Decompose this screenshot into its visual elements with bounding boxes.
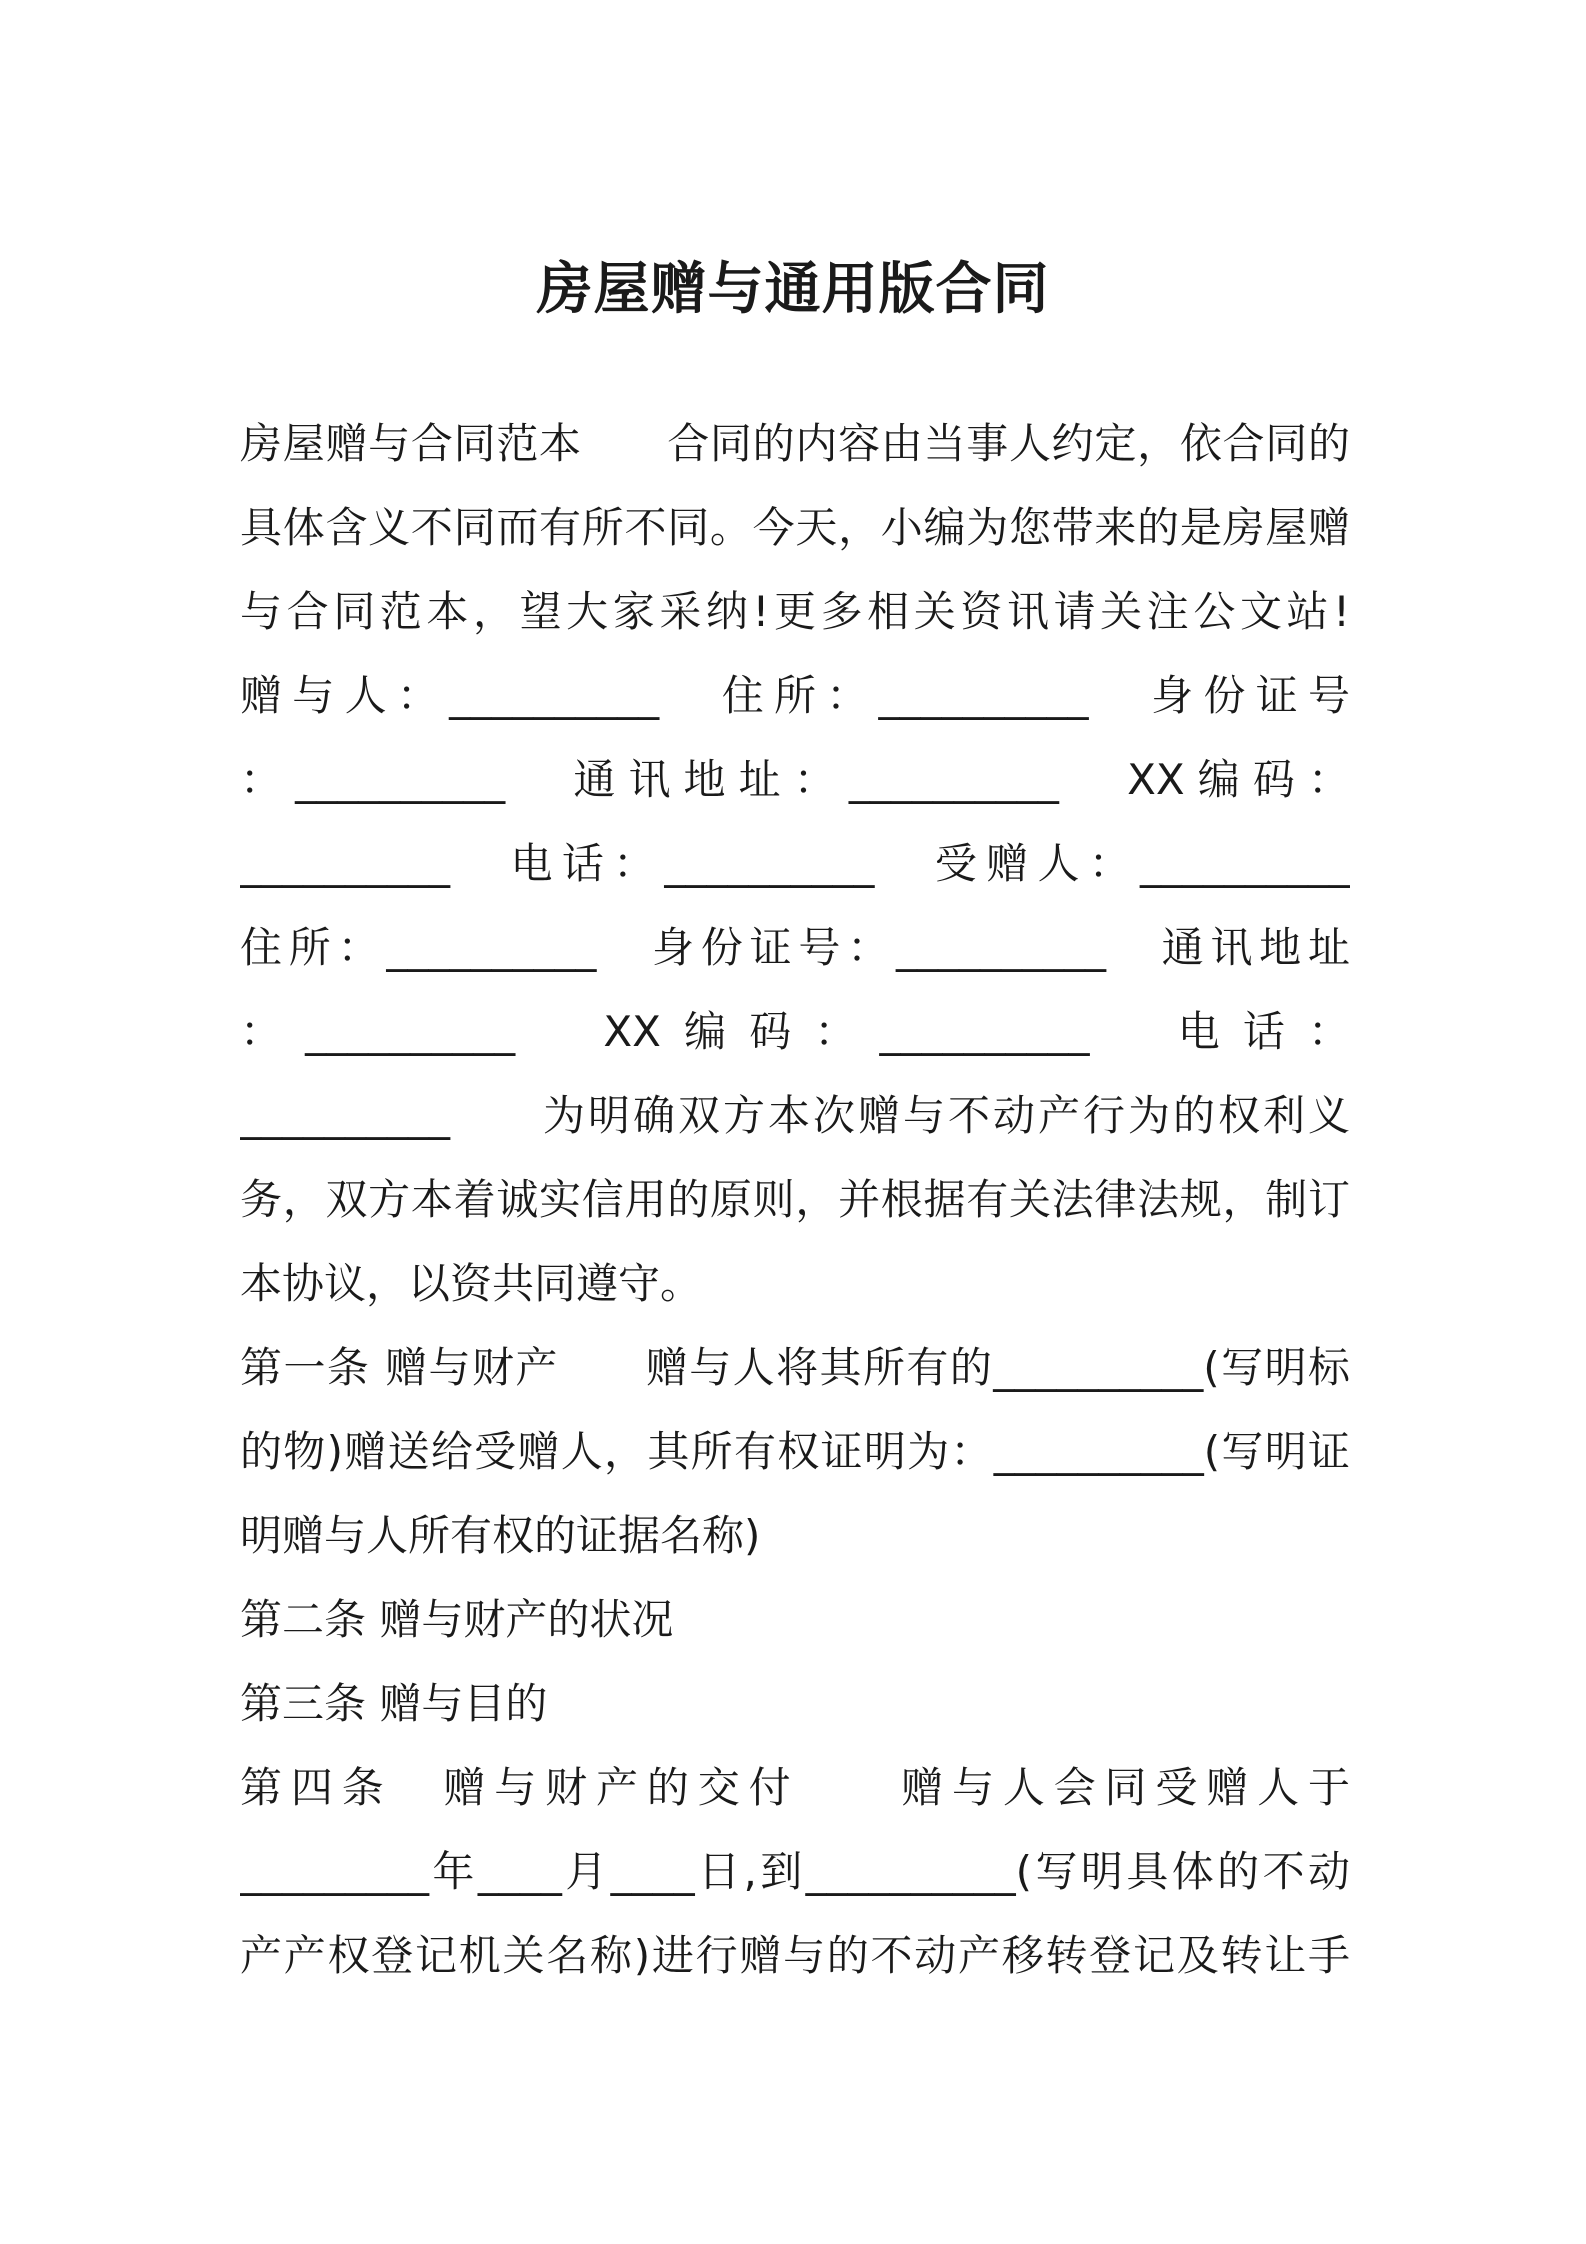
- document-title: 房屋赠与通用版合同: [536, 257, 1050, 322]
- article-line: _________年____月____日,到__________(写明具体的不动: [240, 1847, 1350, 1896]
- article-line: 的物)赠送给受赠人，其所有权证明为：__________(写明证: [240, 1427, 1350, 1476]
- paragraph-line: 与合同范本，望大家采纳!更多相关资讯请关注公文站!: [240, 587, 1350, 636]
- article-line: 产产权登记机关名称)进行赠与的不动产移转登记及转让手: [240, 1931, 1350, 1980]
- paragraph-line: __________ 为明确双方本次赠与不动产行为的权利义: [240, 1091, 1350, 1140]
- paragraph-line: 住所：__________ 身份证号：__________ 通讯地址: [240, 923, 1350, 972]
- article-line: 第四条 赠与财产的交付 赠与人会同受赠人于: [240, 1763, 1350, 1812]
- paragraph-line: 务，双方本着诚实信用的原则，并根据有关法律法规，制订: [240, 1175, 1350, 1224]
- article-line: 第一条 赠与财产 赠与人将其所有的__________(写明标: [240, 1343, 1350, 1392]
- paragraph-line: ：__________ 通讯地址：__________ XX编码：: [240, 755, 1350, 804]
- paragraph-line: ：__________ XX编码：__________ 电话：: [240, 1007, 1350, 1056]
- paragraph-line: 赠与人：__________ 住所：__________ 身份证号: [240, 671, 1350, 720]
- paragraph-line: 房屋赠与合同范本 合同的内容由当事人约定，依合同的: [240, 419, 1350, 468]
- article-line: 明赠与人所有权的证据名称): [240, 1511, 761, 1560]
- paragraph-line: 本协议，以资共同遵守。: [240, 1259, 703, 1308]
- paragraph-line: __________ 电话：__________ 受赠人：__________: [240, 839, 1350, 888]
- article-heading: 第三条 赠与目的: [240, 1679, 548, 1728]
- article-heading: 第二条 赠与财产的状况: [240, 1595, 674, 1644]
- paragraph-line: 具体含义不同而有所不同。今天，小编为您带来的是房屋赠: [240, 503, 1350, 552]
